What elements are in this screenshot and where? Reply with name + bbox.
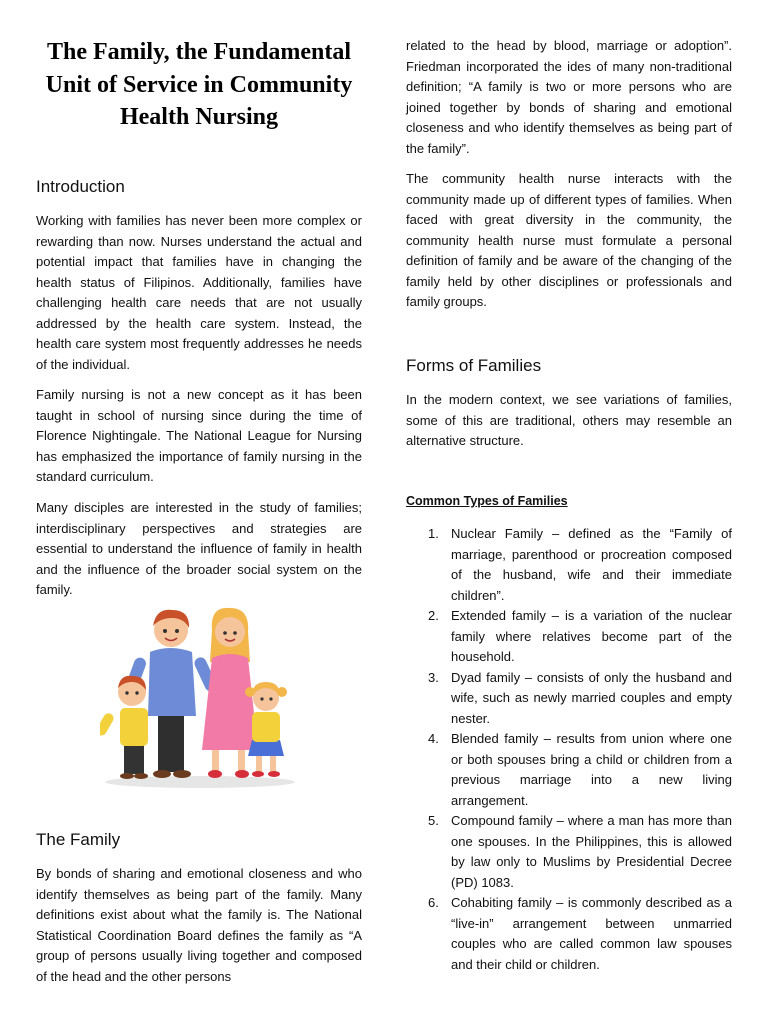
family-paragraph-1: By bonds of sharing and emotional closeness and who identify themselves as being part of the family. Many definitions exist about what the family is. The National Statistical Coordination Board defines the family as “A group of persons usually living together and composed of the head and the other persons (36, 866, 362, 984)
introduction-heading: Introduction (36, 177, 125, 196)
list-item (406, 524, 732, 606)
intro-paragraph-1: Working with families has never been more complex or rewarding than now. Nurses understand the actual and potential impact that families have in changing the health status of Filipinos. Additionally, families have challenging health care needs that are not usually addressed by the health care system. Instead, the health care system most frequently addresses he needs of the individual. (36, 213, 362, 372)
list-number: 5. (428, 813, 439, 828)
forms-paragraph: In the modern context, we see variations of families, some of this are traditional, others may resemble an alternative structure. (406, 392, 732, 448)
page-title: The Family, the Fundamental Unit of Service in Community Health Nursing (45, 39, 353, 130)
list-text: Compound family – where a man has more than one spouses. In the Philippines, this is allowed by law only to Muslims by Presidential Decree (PD) 1083. (451, 813, 732, 890)
list-text: Dyad family – consists of only the husband and wife, such as newly married couples and empty nester. (451, 669, 732, 726)
list-number: 3. (428, 669, 439, 685)
list-number: 4. (428, 731, 439, 746)
intro-paragraph-2: Family nursing is not a new concept as it has been taught in school of nursing since during the time of Florence Nightingale. The National League for Nursing has emphasized the importance of family nursing in the standard curriculum. (36, 387, 362, 484)
list-item (406, 811, 732, 893)
the-family-heading: The Family (36, 830, 121, 849)
list-item (406, 606, 732, 668)
intro-paragraph-3: Many disciples are interested in the study of families; interdisciplinary perspectives and strategies are essential to understand the influence of family in health and the influence of the broader social system on the family. (36, 500, 362, 597)
list-item (406, 668, 732, 730)
list-item (406, 893, 732, 975)
family-types-list (406, 524, 732, 975)
list-text: Extended family – is a variation of the nuclear family where relatives become part of the household. (451, 608, 732, 664)
boy-figure (100, 676, 148, 779)
list-number: 6. (428, 895, 439, 910)
list-text: Blended family – results from union where one or both spouses bring a child or children from a previous marriage into a new living arrangement. (451, 731, 732, 808)
list-text: Cohabiting family – is commonly described as a “live-in” arrangement between unmarried couples who are called common law spouses and their child or children. (451, 895, 732, 972)
family-paragraph-1-continued: related to the head by blood, marriage or adoption”. Friedman incorporated the ides of many non-traditional definition; “A family is two or more persons who are joined together by bonds of sharing and emotional closeness and who identify themselves as being part of the family”. (406, 38, 732, 156)
family-paragraph-2: The community health nurse interacts with the community made up of different types of families. When faced with great diversity in the community, the community health nurse must formulate a personal definition of family and be aware of the changing of the family held by other disciplines or professionals and family groups. (406, 171, 732, 309)
forms-of-families-heading: Forms of Families (406, 356, 542, 375)
list-text: Nuclear Family – defined as the “Family of marriage, parenthood or procreation composed of the husband, wife and their immediate children”. (451, 526, 732, 603)
family-illustration (100, 600, 300, 790)
list-number: 1. (428, 526, 439, 541)
list-number: 2. (428, 608, 439, 623)
common-types-subheading: Common Types of Families (406, 494, 568, 508)
list-item (406, 729, 732, 811)
